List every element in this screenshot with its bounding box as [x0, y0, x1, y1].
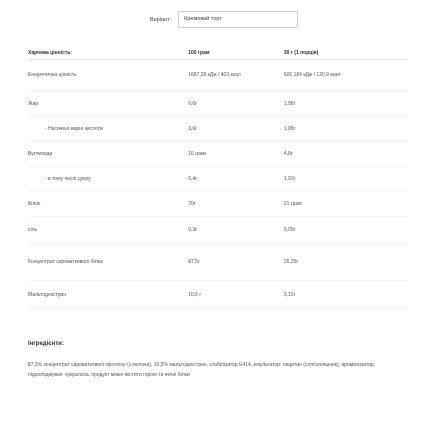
header-per-100: 100 грам: [188, 46, 284, 60]
ingredients-text: 87,5% концентрат сироваткового протеїну (з молока), 10,5% мальтодекстрин, стабілізатор E414, емульгатор: лецитин (соя/соняшник), ароматизатор, підсолоджувач: сукралоза. продукт може містити горіхи та яєчні білки: [28, 362, 376, 378]
nutrient-name: - в тому числі цукру: [28, 167, 188, 191]
table-row: [28, 244, 408, 281]
value-per-100: 1687,28 кДж / 403 ккал: [188, 60, 284, 91]
value-per-100: 87,5г: [188, 244, 284, 281]
value-per-portion: 4,8г: [284, 142, 408, 167]
value-per-100: 70г: [188, 191, 284, 217]
nutrient-name: Білок: [28, 191, 188, 217]
value-per-100: 10,5 г: [188, 281, 284, 309]
table-row: [28, 191, 408, 217]
variant-select[interactable]: Кремовий торт: [178, 11, 298, 28]
value-per-100: 6,4г: [188, 167, 284, 191]
variant-label: Варіант:: [150, 16, 172, 23]
table-header-row: [28, 46, 408, 60]
table-row: [28, 217, 408, 244]
value-per-portion: 1,92г: [284, 167, 408, 191]
table-body: [28, 60, 408, 309]
nutrient-name: Вуглеводи: [28, 142, 188, 167]
nutrient-name: Жир: [28, 91, 188, 117]
nutrient-name: сіль: [28, 217, 188, 244]
nutrient-name: Енергетична цінність: [28, 60, 188, 91]
table-row: [28, 117, 408, 142]
header-nutrition: Харчова цінність:: [28, 46, 188, 60]
variant-row: [150, 11, 298, 28]
value-per-100: 16 грам: [188, 142, 284, 167]
table-row: [28, 142, 408, 167]
nutrient-name: Концентрат сироваткового білка: [28, 244, 188, 281]
table-row: [28, 91, 408, 117]
nutrition-table: [28, 46, 408, 309]
value-per-portion: 21 грам: [284, 191, 408, 217]
value-per-portion: 506,184 кДж / 120,9 ккал: [284, 60, 408, 91]
nutrient-name: - Насичені жирні кислоти: [28, 117, 188, 142]
ingredients-title: Інгредієнти:: [28, 341, 64, 347]
header-per-portion: 30 г (1 порція): [284, 46, 408, 60]
nutrient-name: Мальтодекстрин: [28, 281, 188, 309]
value-per-portion: 1,98г: [284, 91, 408, 117]
value-per-portion: 1,08г: [284, 117, 408, 142]
value-per-portion: 3,15г: [284, 281, 408, 309]
value-per-100: 3,6г: [188, 117, 284, 142]
value-per-100: 6,6г: [188, 91, 284, 117]
table-row: [28, 60, 408, 91]
value-per-100: 0,3г: [188, 217, 284, 244]
table-row: [28, 167, 408, 191]
value-per-portion: 0,09г: [284, 217, 408, 244]
table-row: [28, 281, 408, 309]
value-per-portion: 26,25г: [284, 244, 408, 281]
